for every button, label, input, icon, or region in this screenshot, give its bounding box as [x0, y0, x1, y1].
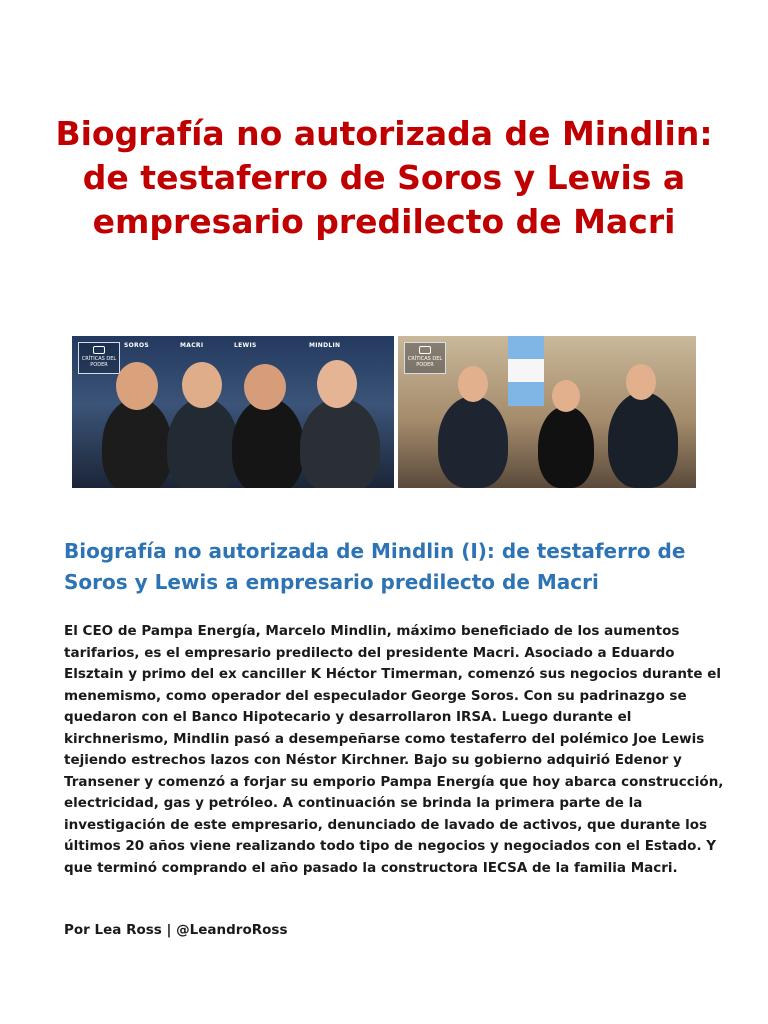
camera-icon [419, 346, 431, 354]
person-silhouette [167, 398, 239, 488]
person-head [244, 364, 286, 410]
person-head [317, 360, 357, 408]
person-head [626, 364, 656, 400]
person-head [458, 366, 488, 402]
person-silhouette [300, 398, 380, 488]
label-soros: SOROS [124, 342, 149, 349]
page-title: Biografía no autorizada de Mindlin: de testaferro de Soros y Lewis a empresario predilecto de Macri [55, 114, 713, 241]
label-macri: MACRI [180, 342, 204, 349]
person-silhouette [102, 398, 172, 488]
photo-strip [72, 336, 696, 488]
person-silhouette [438, 396, 508, 488]
article-body: El CEO de Pampa Energía, Marcelo Mindlin, máximo beneficiado de los aumentos tarifarios, es el empresario predilecto del presidente Macri. Asociado a Eduardo Elsztain y primo del ex canciller K Héctor Timerman, comenzó sus negocios durante el menemismo, como operador del especulador George Soros. Con su padrinazgo se quedaron con el Banco Hipotecario y desarrollaron IRSA. Luego durante el kirchnerismo, Mindlin pasó a desempeñarse como testaferro del polémico Joe Lewis tejiendo estrechos lazos con Néstor Kirchner. Bajo su gobierno adquirió Edenor y Transener y comenzó a forjar su emporio Pampa Energía que hoy abarca construcción, electricidad, gas y petróleo. A continuación se brinda la primera parte de la investigación de este empresario, denunciado de lavado de activos, que durante los últimos 20 años viene realizando todo tipo de negocios y negociados con el Estado. Y que terminó comprando el año pasado la constructora IECSA de la familia Macri. [64, 623, 724, 876]
person-silhouette [608, 392, 678, 488]
media-logo: CRÍTICAS DEL PODER [78, 342, 120, 374]
label-mindlin: MINDLIN [309, 342, 341, 349]
person-head [116, 362, 158, 410]
photo-meeting [398, 336, 696, 488]
person-silhouette [232, 398, 304, 488]
argentina-flag [508, 336, 544, 406]
photo-four-businessmen [72, 336, 394, 488]
person-head [182, 362, 222, 408]
camera-icon [93, 346, 105, 354]
article-byline: Por Lea Ross | @LeandroRoss [64, 922, 288, 938]
article-subtitle: Biografía no autorizada de Mindlin (I): de testaferro de Soros y Lewis a empresario predilecto de Macri [64, 539, 686, 594]
person-head [552, 380, 580, 412]
person-silhouette [538, 406, 594, 488]
media-logo: CRÍTICAS DEL PODER [404, 342, 446, 374]
label-lewis: LEWIS [234, 342, 257, 349]
